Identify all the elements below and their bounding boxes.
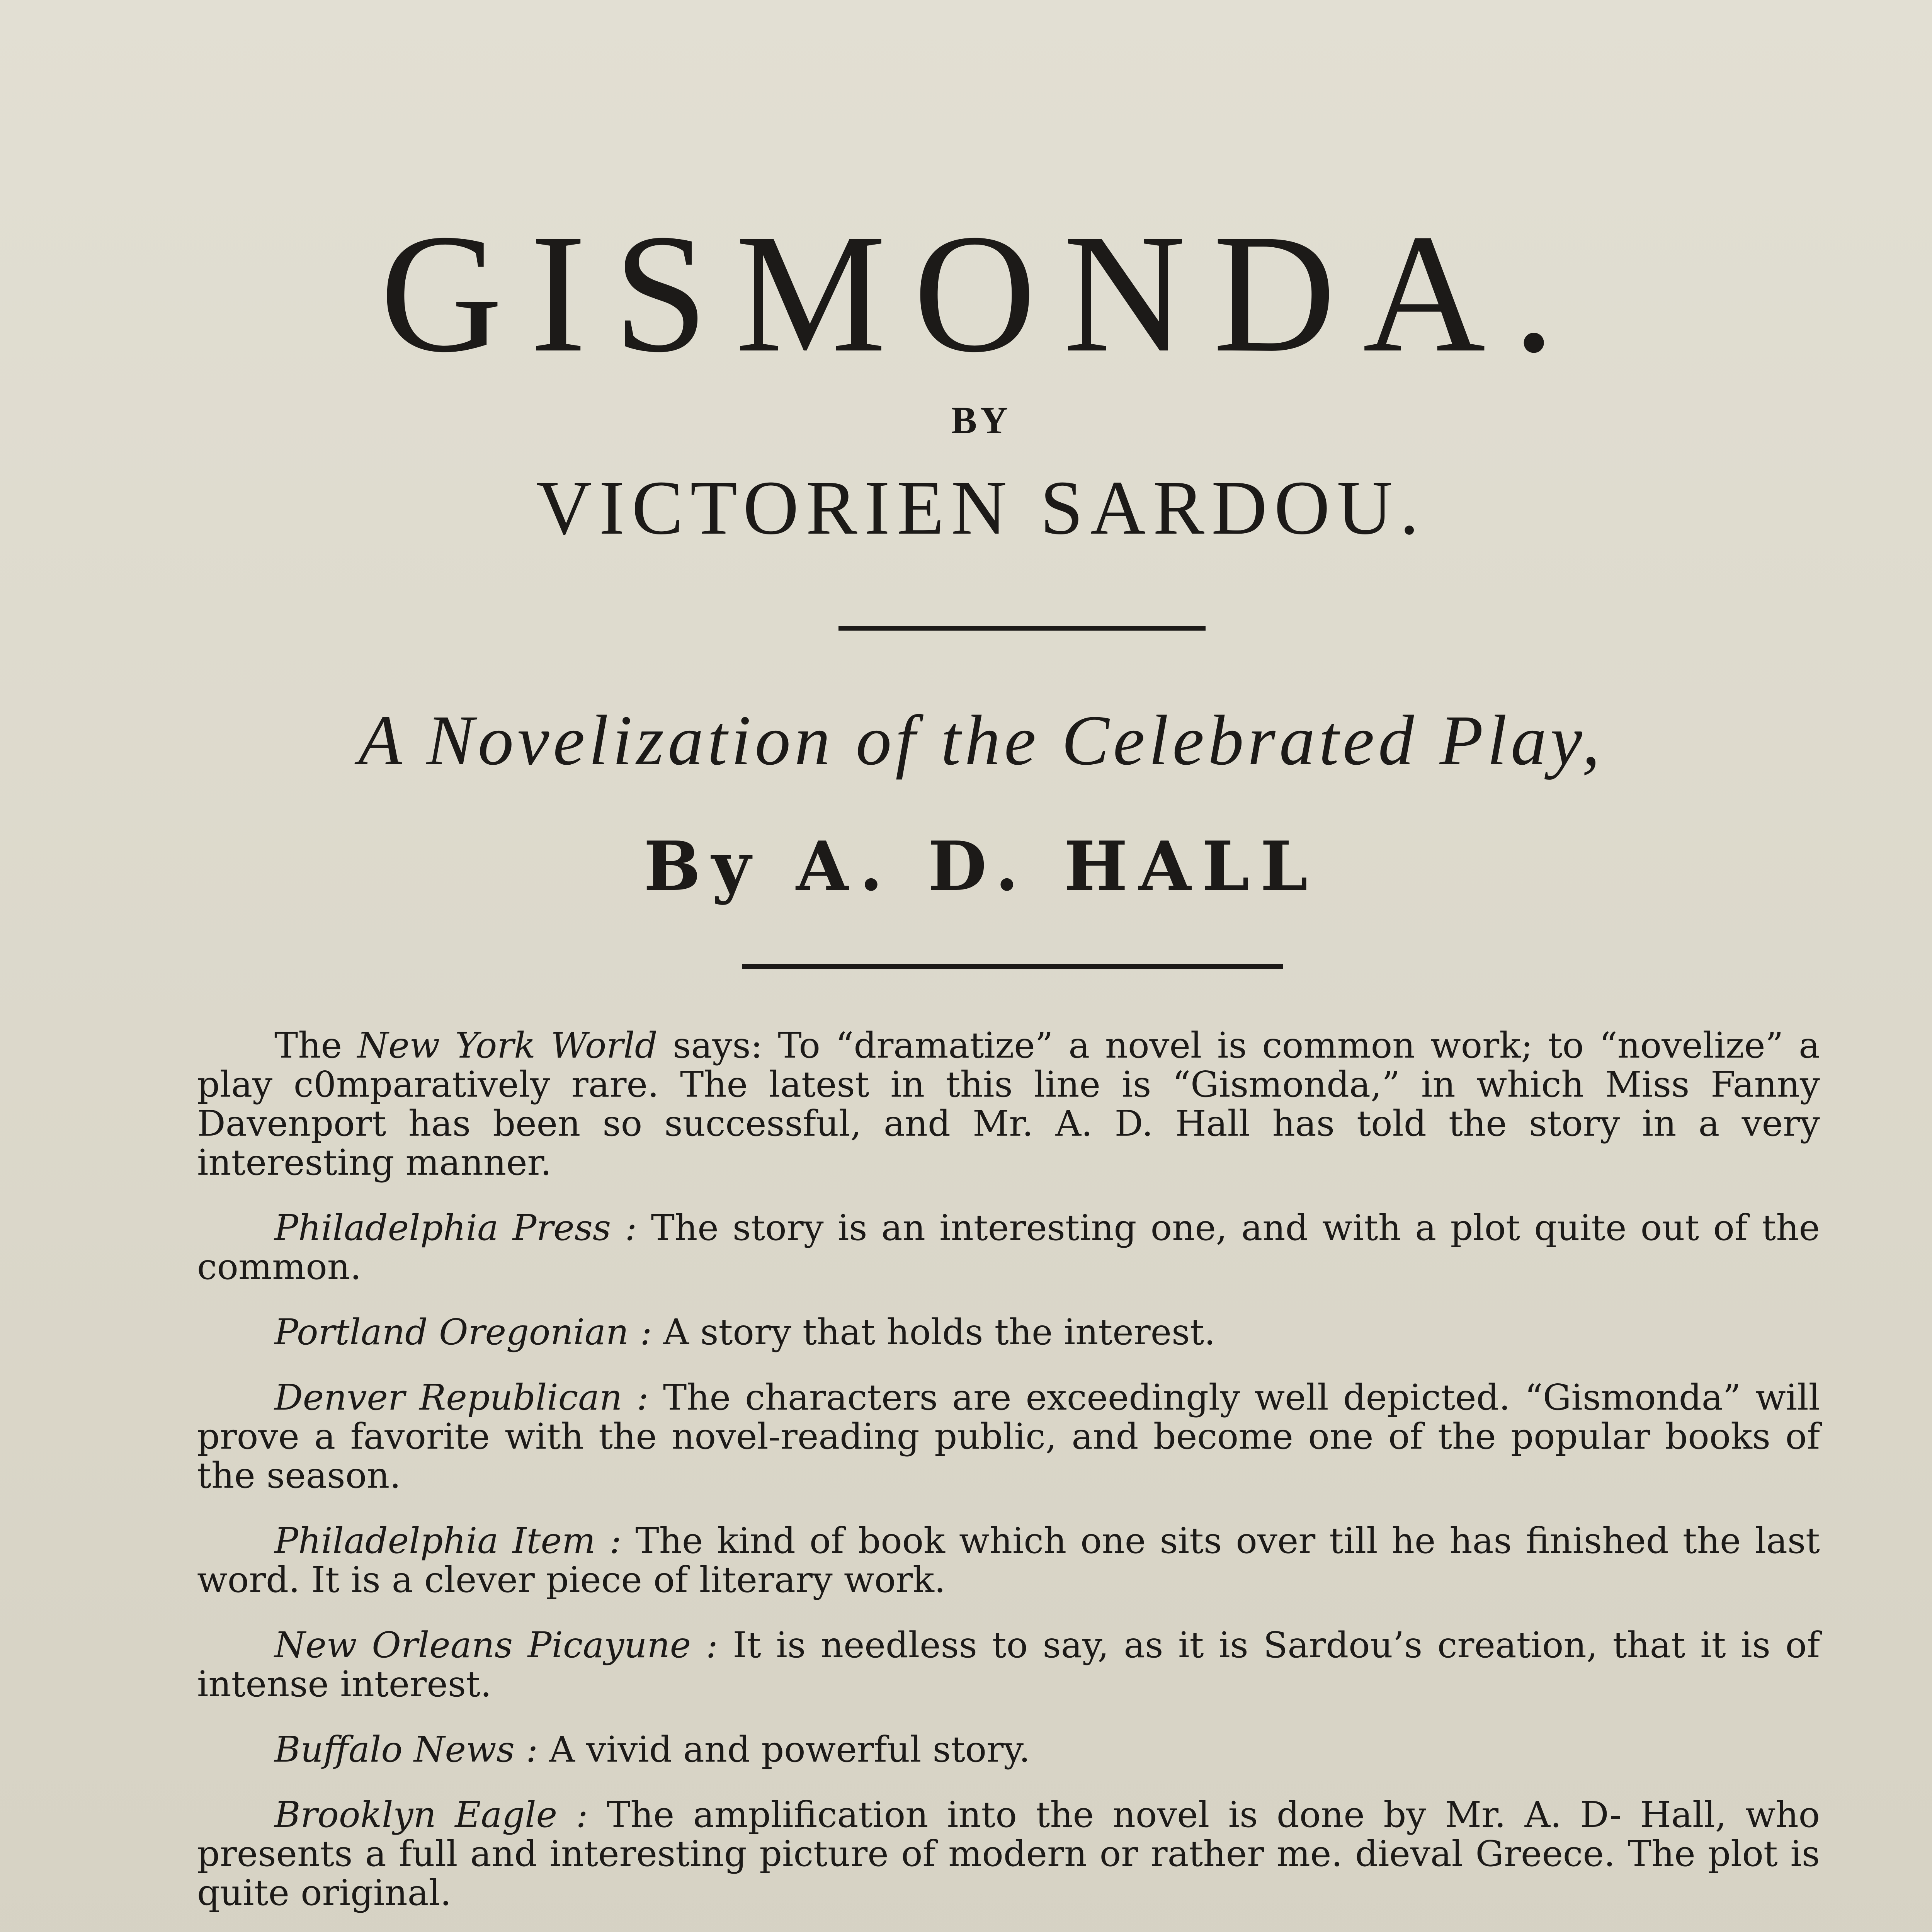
review-text: To “dramatize” a novel is common work; to “novelize” a play c0mparatively rare. The latest in this line is “Gismonda,” in which Miss Fanny Davenport has been so successful, and Mr. A. D. Hall has told the story in a very interesting manner.: [197, 1025, 1820, 1183]
review-text: A vivid and powerful story.: [549, 1729, 1031, 1770]
review-item: [197, 1378, 1820, 1495]
review-text: The amplification into the novel is done by Mr. A. D- Hall, who presents a full and interesting picture of modern or rather me. dieval Greece. The plot is quite original.: [197, 1794, 1820, 1913]
review-text: The characters are exceedingly well depicted. “Gismonda” will prove a favorite with the novel-reading public, and become one of the popular books of the season.: [197, 1377, 1820, 1496]
review-source: Buffalo News :: [274, 1729, 538, 1770]
review-source: Portland Oregonian :: [274, 1311, 652, 1353]
review-source: New Orleans Picayune :: [274, 1624, 718, 1666]
press-reviews: [197, 1026, 1820, 1932]
review-source: Brooklyn Eagle :: [274, 1794, 588, 1835]
review-item: [197, 1313, 1820, 1352]
review-source: Denver Republican :: [274, 1377, 649, 1418]
divider-rule-middle: [742, 964, 1283, 969]
subtitle: A Novelization of the Celebrated Play,: [358, 701, 1604, 780]
author-name: VICTORIEN SARDOU.: [536, 465, 1426, 551]
review-item: [197, 1730, 1820, 1769]
review-item: [197, 1626, 1820, 1704]
review-source: Philadelphia Press :: [274, 1207, 637, 1248]
review-item: [197, 1208, 1820, 1286]
review-item: The New York World says: To “dramatize” a novel is common work; to “novelize” a play c0mparatively rare. The latest in this line is “Gismonda,” in which Miss Fanny Davenport has been so successful, and Mr. A. D. Hall has told the story in a very interesting manner.: [197, 1025, 1820, 1183]
byline: By A. D. HALL: [643, 827, 1319, 906]
book-title: GISMONDA.: [380, 199, 1582, 388]
review-text: A story that holds the interest.: [663, 1311, 1216, 1353]
review-source: Philadelphia Item :: [274, 1520, 622, 1561]
review-item: [197, 1795, 1820, 1912]
divider-rule-top: [838, 626, 1206, 631]
review-text: The kind of book which one sits over till he has finished the last word. It is a clever piece of literary work.: [197, 1520, 1820, 1600]
review-text: It is needless to say, as it is Sardou’s creation, that it is of intense interest.: [197, 1624, 1820, 1705]
review-item: [197, 1521, 1820, 1599]
review-source: New York World: [357, 1025, 658, 1066]
by-label: BY: [951, 399, 1011, 442]
review-text: The story is an interesting one, and with a plot quite out of the common.: [197, 1207, 1820, 1287]
